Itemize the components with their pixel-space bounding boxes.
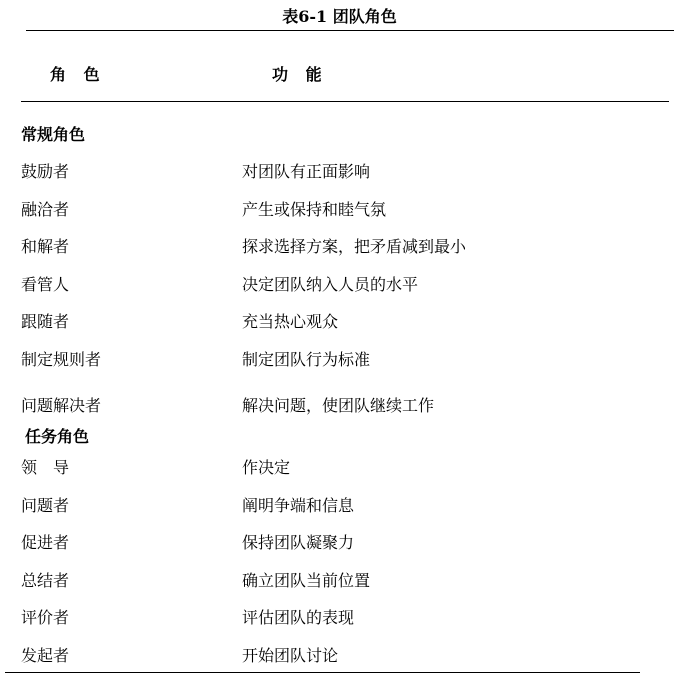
table-row: [0, 493, 679, 517]
role-cell: 领 导: [21, 458, 70, 477]
section-regular-roles: 常规角色: [21, 125, 86, 144]
function-cell: 确立团队当前位置: [242, 571, 371, 590]
role-cell: 促进者: [21, 533, 70, 552]
function-cell: 保持团队凝聚力: [242, 533, 355, 552]
header-rule: [21, 101, 669, 102]
role-cell: 制定规则者: [21, 350, 102, 369]
table-row: [0, 568, 679, 592]
function-cell: 产生或保持和睦气氛: [242, 200, 387, 219]
header-function: 功 能: [272, 65, 328, 84]
role-cell: 看管人: [21, 275, 70, 294]
table-row: [0, 347, 679, 371]
role-cell: 评价者: [21, 608, 70, 627]
table-row: [0, 159, 679, 183]
function-cell: 作决定: [242, 458, 291, 477]
role-cell: 发起者: [21, 646, 70, 665]
table-row: [0, 272, 679, 296]
top-rule: [26, 30, 674, 31]
role-cell: 问题解决者: [21, 396, 102, 415]
header-role: 角 色: [50, 65, 106, 84]
table-row: [0, 643, 679, 667]
table-row: [0, 393, 679, 417]
role-cell: 融洽者: [21, 200, 70, 219]
function-cell: 评估团队的表现: [242, 608, 355, 627]
function-cell: 决定团队纳入人员的水平: [242, 275, 419, 294]
function-cell: 开始团队讨论: [242, 646, 339, 665]
bottom-rule: [5, 672, 640, 673]
function-cell: 对团队有正面影响: [242, 162, 371, 181]
table-row: [0, 234, 679, 258]
role-cell: 问题者: [21, 496, 70, 515]
function-cell: 充当热心观众: [242, 312, 339, 331]
function-cell: 阐明争端和信息: [242, 496, 355, 515]
role-cell: 和解者: [21, 237, 70, 256]
function-cell: 探求选择方案，把矛盾减到最小: [242, 237, 467, 256]
role-cell: 跟随者: [21, 312, 70, 331]
function-cell: 解决问题，使团队继续工作: [242, 396, 435, 415]
table-row: [0, 605, 679, 629]
table-row: [0, 455, 679, 479]
section-task-roles: 任务角色: [25, 427, 90, 446]
role-cell: 总结者: [21, 571, 70, 590]
table-row: [0, 530, 679, 554]
role-cell: 鼓励者: [21, 162, 70, 181]
function-cell: 制定团队行为标准: [242, 350, 371, 369]
table-row: [0, 309, 679, 333]
table-title: 表6-1 团队角色: [282, 7, 397, 26]
table-row: [0, 197, 679, 221]
